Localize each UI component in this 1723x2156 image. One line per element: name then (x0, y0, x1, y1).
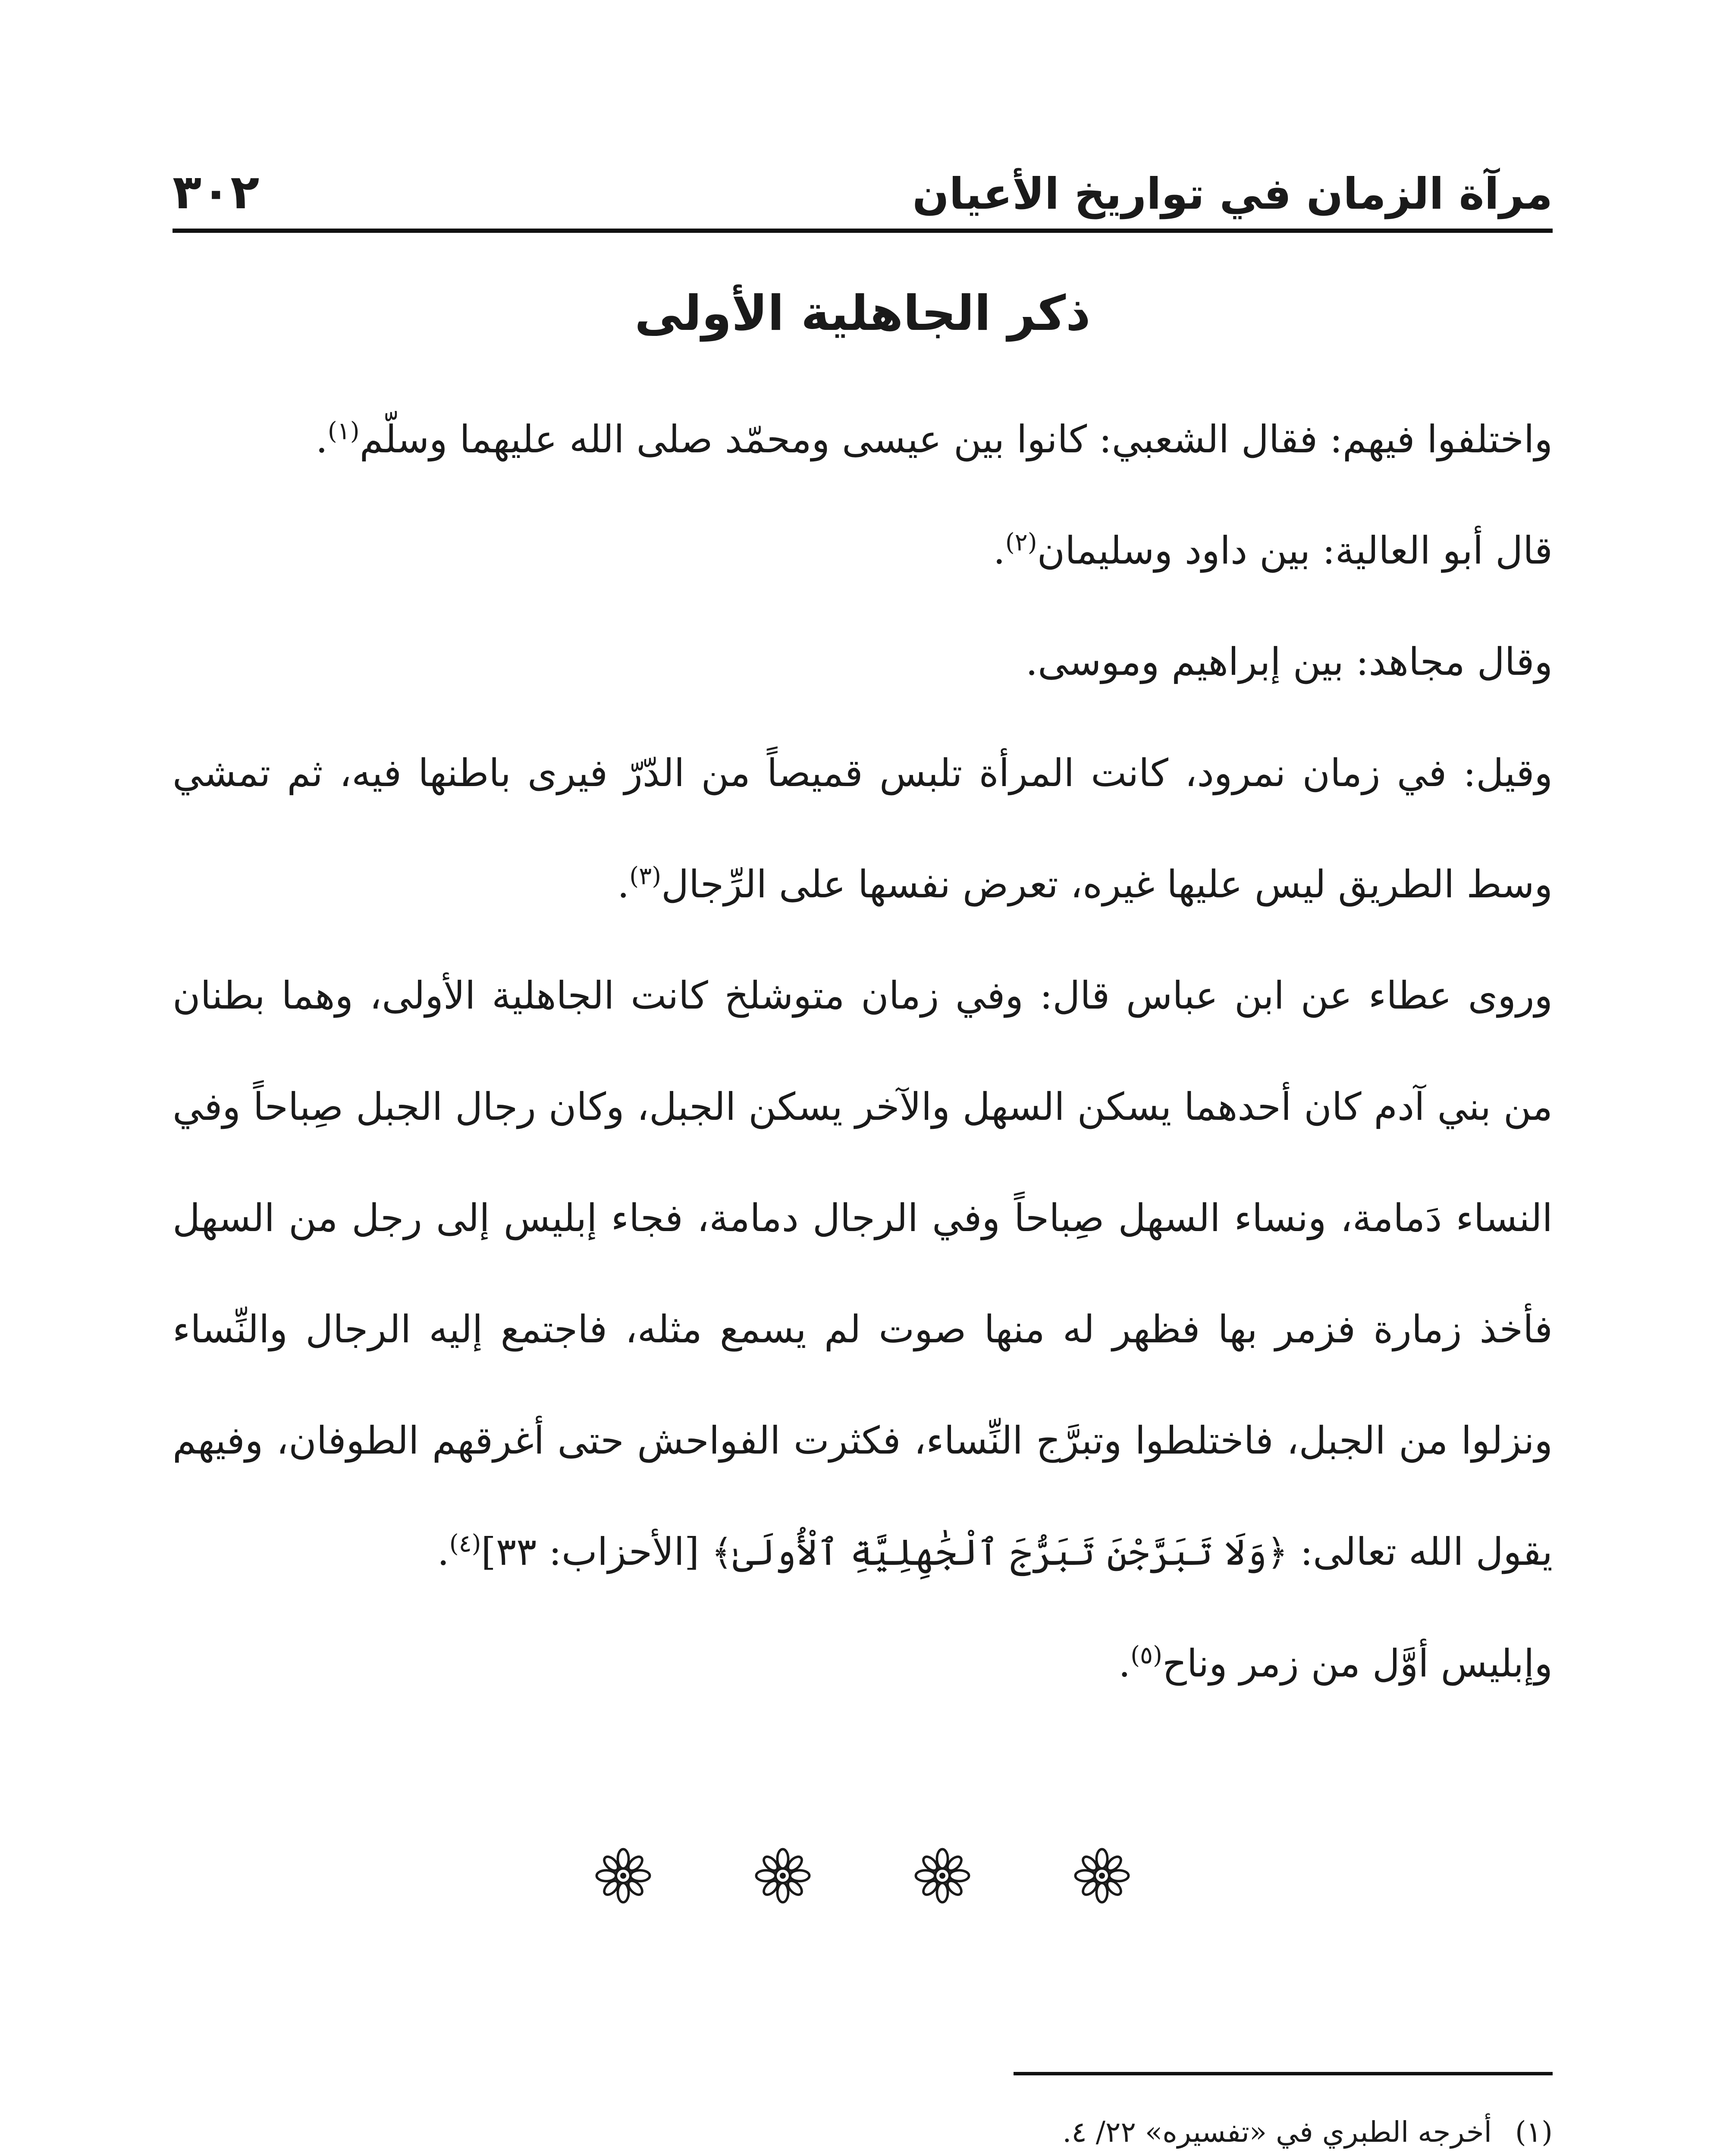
floral-ornament-icon (1072, 1846, 1132, 1906)
punctuation: . (1118, 1641, 1131, 1686)
footnote-marker[interactable]: (١) (327, 417, 360, 445)
header-divider (173, 229, 1553, 233)
main-text (173, 384, 1553, 1719)
footnote-marker[interactable]: (٢) (1005, 528, 1037, 557)
footnote (173, 2100, 1553, 2156)
paragraph-text: واختلفوا فيهم: فقال الشعبي: كانوا بين عيسى ومحمّد صلى الله عليهما وسلّم (359, 417, 1553, 461)
footnote-text: أخرجه الطبري في «تفسيره» ٢٢/ ٤. (1062, 2115, 1492, 2149)
paragraph (173, 384, 1553, 495)
paragraph (173, 940, 1553, 1608)
paragraph (173, 495, 1553, 606)
footnote-number: (١) (1515, 2115, 1553, 2149)
paragraph (173, 606, 1553, 718)
paragraph (173, 718, 1553, 940)
floral-ornament-icon (912, 1846, 973, 1906)
paragraph-text: وقيل: في زمان نمرود، كانت المرأة تلبس قميصاً من الدّرّ فيرى باطنها فيه، ثم تمشي وسط الطريق ليس عليها غيره، تعرض نفسها على الرِّجال (173, 751, 1553, 906)
running-title: مرآة الزمان في تواريخ الأعيان (912, 169, 1553, 219)
verse-reference: [الأحزاب: ٣٣] (481, 1529, 700, 1574)
punctuation: . (437, 1529, 449, 1574)
floral-ornament-icon (593, 1846, 653, 1906)
punctuation: . (993, 528, 1005, 573)
footnote-divider (1014, 2072, 1553, 2075)
footnotes (173, 2100, 1553, 2156)
page-header (173, 129, 1553, 229)
punctuation: . (315, 417, 328, 461)
paragraph-text: وروى عطاء عن ابن عباس قال: وفي زمان متوشلخ كانت الجاهلية الأولى، وهما بطنان من بني آدم كان أحدهما يسكن السهل والآخر يسكن الجبل، وكان رجال الجبل صِباحاً وفي النساء دَمامة، ونساء السهل صِباحاً وفي الرجال دمامة، فجاء إبليس إلى رجل من السهل فأخذ زمارة فزمر بها فظهر له منها صوت لم يسمع مثله، فاجتمع إليه الرجال والنِّساء ونزلوا من الجبل، فاختلطوا وتبرَّج النِّساء، فكثرت الفواحش حتى أغرقهم الطوفان، وفيهم يقول الله تعالى: (173, 973, 1553, 1574)
page-number: ٣٠٢ (173, 164, 260, 219)
footnote-marker[interactable]: (٤) (449, 1529, 481, 1558)
floral-ornament-icon (753, 1846, 813, 1906)
paragraph (173, 1608, 1553, 1719)
footnote-marker[interactable]: (٥) (1130, 1641, 1162, 1670)
paragraph-text: قال أبو العالية: بين داود وسليمان (1037, 528, 1553, 573)
paragraph-text: وإبليس أوَّل من زمر وناح (1162, 1641, 1553, 1686)
quran-verse: ﴿وَلَا تَبَرَّجْنَ تَبَرُّجَ ٱلْجَٰهِلِيَّةِ ٱلْأُولَىٰ﴾ (711, 1531, 1288, 1573)
footnote-marker[interactable]: (٣) (629, 862, 662, 890)
section-end-ornaments (173, 1846, 1553, 1915)
paragraph-text: وقال مجاهد: بين إبراهيم وموسى. (1026, 639, 1553, 684)
section-title: ذكر الجاهلية الأولى (634, 285, 1091, 342)
punctuation: . (617, 862, 630, 906)
